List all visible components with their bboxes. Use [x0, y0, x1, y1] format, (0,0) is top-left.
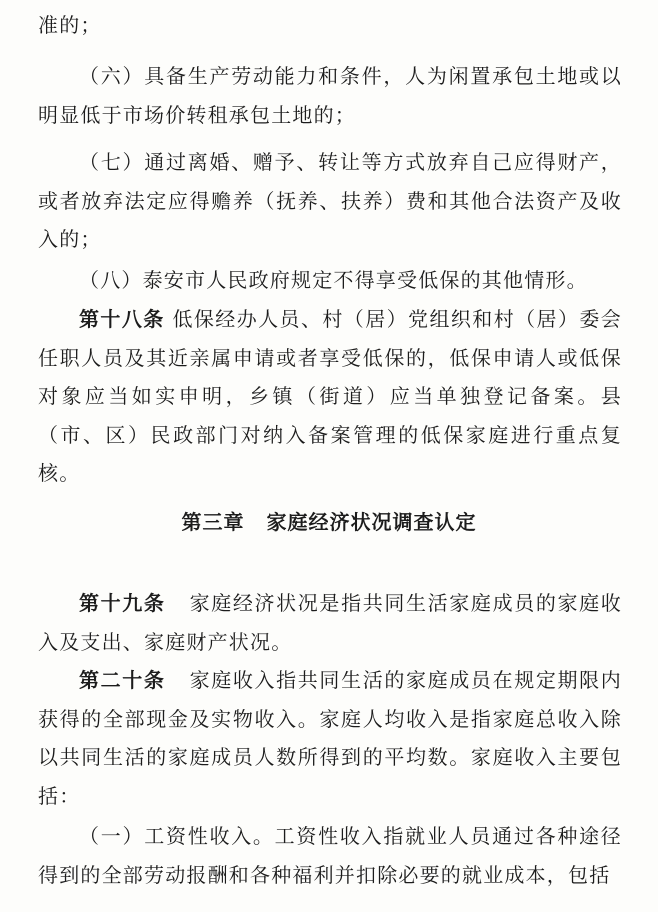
chapter-heading	[0, 503, 658, 541]
paragraph-item-8	[38, 261, 622, 300]
article-gap	[166, 591, 190, 615]
paragraph-item-7	[38, 143, 622, 259]
article-gap	[166, 668, 190, 692]
paragraph-text: 准的；	[38, 13, 102, 37]
paragraph-item-6	[38, 57, 622, 134]
paragraph-text: （一）工资性收入。工资性收入指就业人员通过各种途径得到的全部劳动报酬和各种福利并扣除必要的就业成本，包括	[38, 824, 622, 887]
chapter-number: 第三章	[181, 510, 245, 534]
paragraph-text: （八）泰安市人民政府规定不得享受低保的其他情形。	[79, 268, 588, 292]
article-18	[38, 300, 622, 493]
paragraph-text: 家庭收入指共同生活的家庭成员在规定期限内获得的全部现金及实物收入。家庭人均收入是指家庭总收入除以共同生活的家庭成员人数所得到的平均数。家庭收入主要包括：	[38, 668, 622, 808]
article-heading: 第十八条	[79, 307, 165, 331]
paragraph-text: 家庭经济状况是指共同生活家庭成员的家庭收入及支出、家庭财产状况。	[38, 591, 622, 654]
paragraph-text: （六）具备生产劳动能力和条件，人为闲置承包土地或以明显低于市场价转租承包土地的；	[38, 64, 622, 127]
paragraph-continuation	[38, 6, 622, 45]
paragraph-item-1	[38, 817, 622, 894]
article-heading: 第二十条	[79, 668, 166, 692]
article-19	[38, 584, 622, 661]
paragraph-text: （七）通过离婚、赠予、转让等方式放弃自己应得财产，或者放弃法定应得赡养（抚养、扶养）费和其他合法资产及收入的；	[38, 150, 622, 251]
paragraph-text: 低保经办人员、村（居）党组织和村（居）委会任职人员及其近亲属申请或者享受低保的，低保申请人或低保对象应当如实申明，乡镇（街道）应当单独登记备案。县（市、区）民政部门对纳入备案管理的低保家庭进行重点复核。	[38, 307, 622, 485]
chapter-title: 家庭经济状况调查认定	[266, 510, 477, 534]
article-heading: 第十九条	[79, 591, 166, 615]
article-20	[38, 661, 622, 815]
